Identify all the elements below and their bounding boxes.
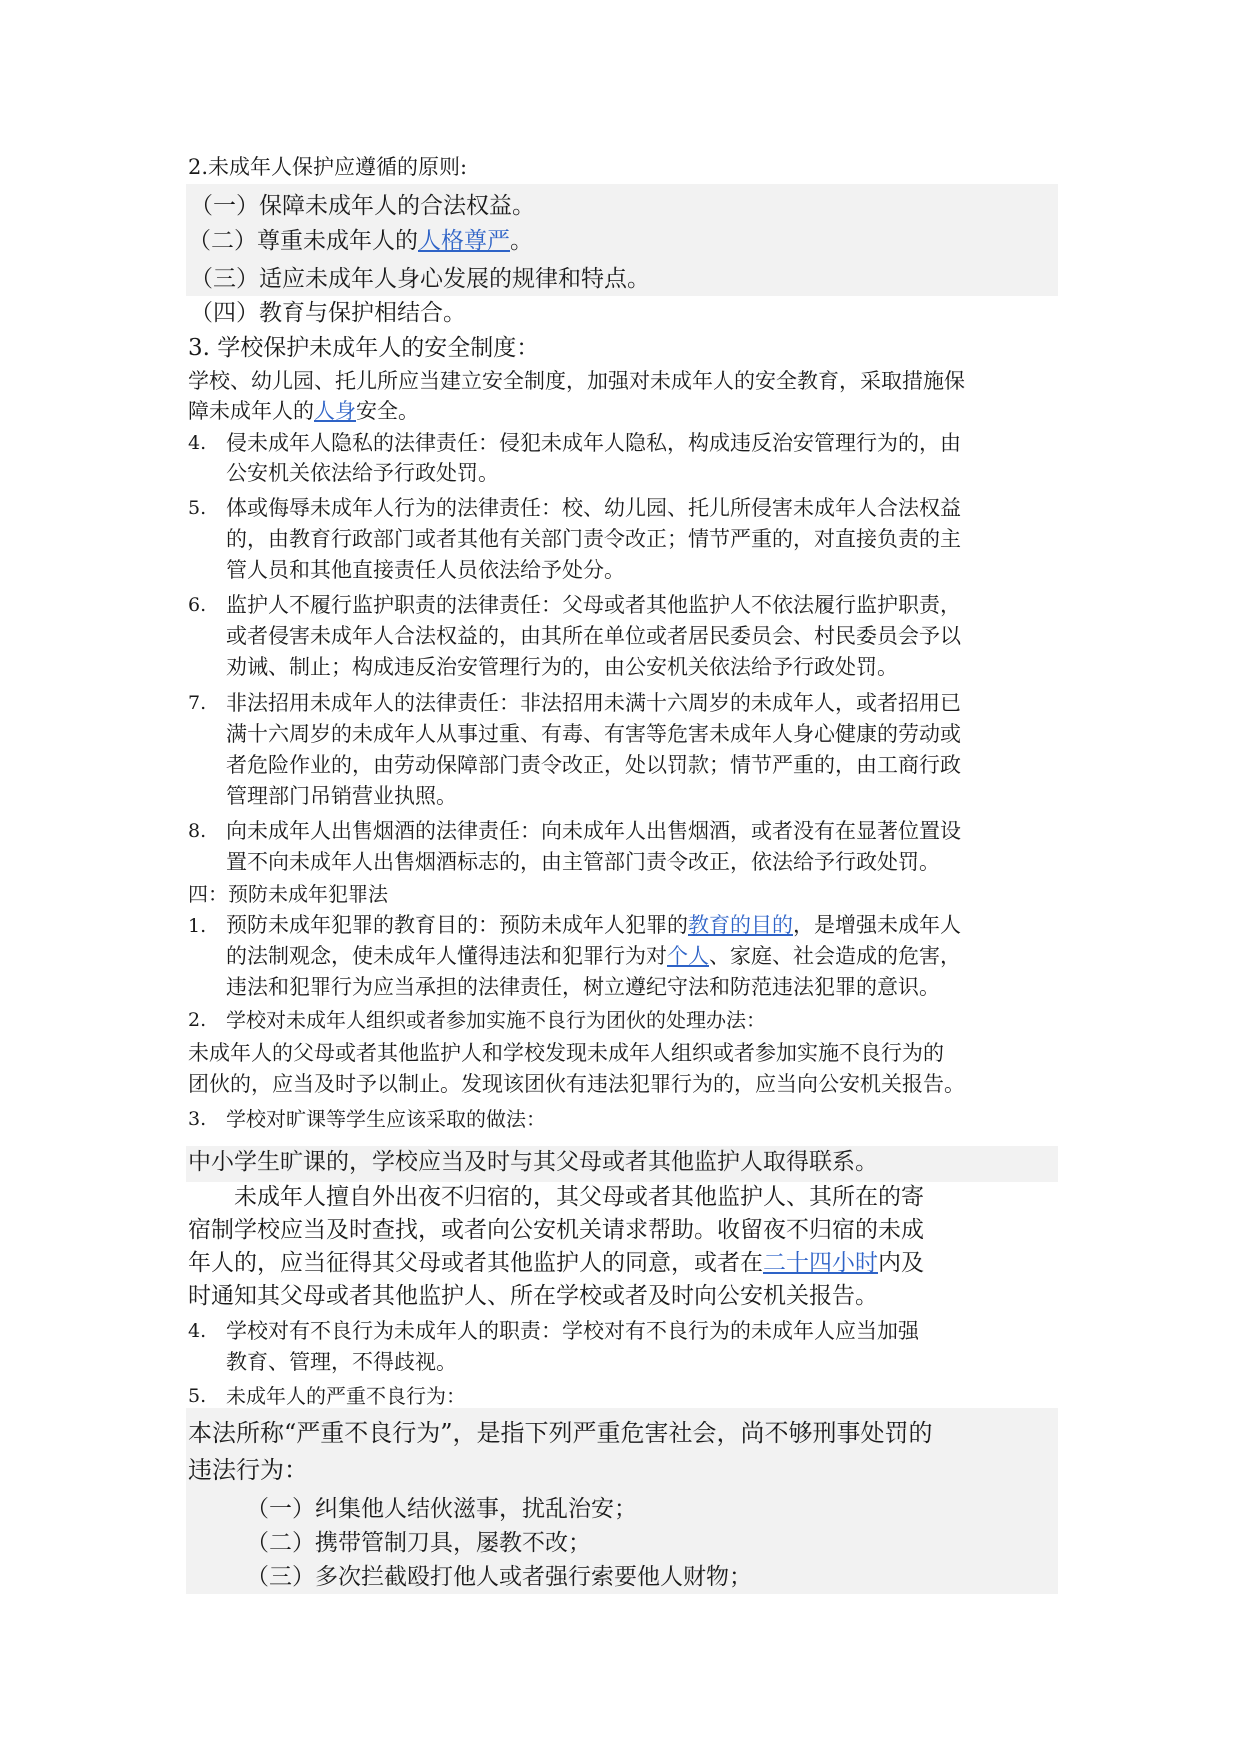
p2-number: 2. — [188, 1009, 207, 1031]
p1-line-2a: 的法制观念，使未成年人懂得违法和犯罪行为对 — [226, 944, 667, 968]
p5-item-3: （三）多次拦截殴打他人或者强行索要他人财物； — [246, 1564, 752, 1590]
p5-item-2: （二）携带管制刀具，屡教不改； — [246, 1530, 591, 1556]
p1-number: 1. — [188, 915, 207, 937]
p4-line-2: 教育、管理，不得歧视。 — [226, 1350, 457, 1374]
section4-heading: 四：预防未成年犯罪法 — [188, 882, 388, 906]
item7-line-4: 管理部门吊销营业执照。 — [226, 784, 457, 808]
item7-line-1: 非法招用未成年人的法律责任：非法招用未满十六周岁的未成年人，或者招用已 — [226, 691, 961, 715]
p5-number: 5. — [188, 1385, 207, 1407]
item5-number: 5. — [188, 497, 207, 519]
p1-line-2 — [226, 946, 961, 967]
p1-line-1b: ，是增强未成年人 — [793, 913, 961, 937]
link-24h[interactable]: 二十四小时 — [763, 1250, 878, 1276]
link-jiaoyu[interactable]: 教育的目的 — [688, 913, 793, 937]
p1-line-3: 违法和犯罪行为应当承担的法律责任，树立遵纪守法和防范违法犯罪的意识。 — [226, 975, 940, 999]
item4-line-2: 公安机关依法给予行政处罚。 — [226, 461, 499, 485]
principle-2-tail: 。 — [510, 228, 533, 254]
p3-body-2-line-2: 宿制学校应当及时查找，或者向公安机关请求帮助。收留夜不归宿的未成 — [188, 1217, 924, 1243]
p3-body-2-line-3a: 年人的，应当征得其父母或者其他监护人的同意，或者在 — [188, 1250, 763, 1276]
section3-body-2a: 障未成年人的 — [188, 399, 314, 423]
item5-line-3: 管人员和其他直接责任人员依法给予处分。 — [226, 558, 625, 582]
section3-body-2 — [188, 401, 419, 422]
principle-2 — [188, 230, 533, 253]
p3-body-1: 中小学生旷课的，学校应当及时与其父母或者其他监护人取得联系。 — [188, 1149, 878, 1175]
p5-item-1: （一）纠集他人结伙滋事，扰乱治安； — [246, 1496, 637, 1522]
section2-heading: 2.未成年人保护应遵循的原则: — [188, 155, 468, 179]
item6-line-2: 或者侵害未成年人合法权益的，由其所在单位或者居民委员会、村民委员会予以 — [226, 624, 961, 648]
p5-body-1: 本法所称“严重不良行为”，是指下列严重危害社会，尚不够刑事处罚的 — [188, 1419, 933, 1447]
section3-heading: 3. 学校保护未成年人的安全制度： — [188, 335, 540, 361]
principle-1: （一）保障未成年人的合法权益。 — [190, 193, 535, 219]
p1-line-2b: 、家庭、社会造成的危害， — [709, 944, 961, 968]
link-renshen[interactable]: 人身 — [314, 399, 356, 423]
p2-heading: 学校对未成年人组织或者参加实施不良行为团伙的处理办法： — [226, 1008, 766, 1032]
p1-line-1 — [226, 915, 961, 936]
principle-2-text: （二）尊重未成年人的 — [188, 228, 418, 254]
p3-body-2-line-1: 未成年人擅自外出夜不归宿的，其父母或者其他监护人、其所在的寄 — [188, 1184, 924, 1210]
p2-body-1: 未成年人的父母或者其他监护人和学校发现未成年人组织或者参加实施不良行为的 — [188, 1041, 944, 1065]
p3-number: 3. — [188, 1108, 207, 1130]
principle-3: （三）适应未成年人身心发展的规律和特点。 — [190, 266, 650, 292]
section3-body-2b: 安全。 — [356, 399, 419, 423]
principle-4: （四）教育与保护相结合。 — [190, 300, 466, 326]
p3-body-2-line-3b: 内及 — [878, 1250, 924, 1276]
link-renge[interactable]: 人格尊严 — [418, 228, 510, 254]
p1-line-1a: 预防未成年犯罪的教育目的：预防未成年人犯罪的 — [226, 913, 688, 937]
p2-body-2: 团伙的，应当及时予以制止。发现该团伙有违法犯罪行为的，应当向公安机关报告。 — [188, 1072, 965, 1096]
item8-number: 8. — [188, 820, 207, 842]
item7-line-3: 者危险作业的，由劳动保障部门责令改正，处以罚款；情节严重的，由工商行政 — [226, 753, 961, 777]
section3-body-1: 学校、幼儿园、托儿所应当建立安全制度，加强对未成年人的安全教育，采取措施保 — [188, 369, 965, 393]
p5-heading: 未成年人的严重不良行为： — [226, 1384, 466, 1408]
item4-line-1: 侵未成年人隐私的法律责任：侵犯未成年人隐私，构成违反治安管理行为的，由 — [226, 431, 961, 455]
p5-body-2: 违法行为： — [188, 1456, 308, 1484]
item5-line-1: 体或侮辱未成年人行为的法律责任：校、幼儿园、托儿所侵害未成年人合法权益 — [226, 496, 961, 520]
item7-number: 7. — [188, 692, 207, 714]
item8-line-1: 向未成年人出售烟酒的法律责任：向未成年人出售烟酒，或者没有在显著位置设 — [226, 819, 961, 843]
link-geren[interactable]: 个人 — [667, 944, 709, 968]
p4-number: 4. — [188, 1320, 207, 1342]
p3-body-2-line-3 — [188, 1252, 924, 1275]
p3-heading: 学校对旷课等学生应该采取的做法： — [226, 1107, 546, 1131]
item6-line-1: 监护人不履行监护职责的法律责任：父母或者其他监护人不依法履行监护职责， — [226, 593, 961, 617]
item8-line-2: 置不向未成年人出售烟酒标志的，由主管部门责令改正，依法给予行政处罚。 — [226, 850, 940, 874]
item6-number: 6. — [188, 594, 207, 616]
item4-number: 4. — [188, 432, 207, 454]
p3-body-2-line-4: 时通知其父母或者其他监护人、所在学校或者及时向公安机关报告。 — [188, 1283, 878, 1309]
item5-line-2: 的，由教育行政部门或者其他有关部门责令改正；情节严重的，对直接负责的主 — [226, 527, 961, 551]
p4-line-1: 学校对有不良行为未成年人的职责：学校对有不良行为的未成年人应当加强 — [226, 1319, 919, 1343]
item6-line-3: 劝诫、制止；构成违反治安管理行为的，由公安机关依法给予行政处罚。 — [226, 655, 898, 679]
item7-line-2: 满十六周岁的未成年人从事过重、有毒、有害等危害未成年人身心健康的劳动或 — [226, 722, 961, 746]
